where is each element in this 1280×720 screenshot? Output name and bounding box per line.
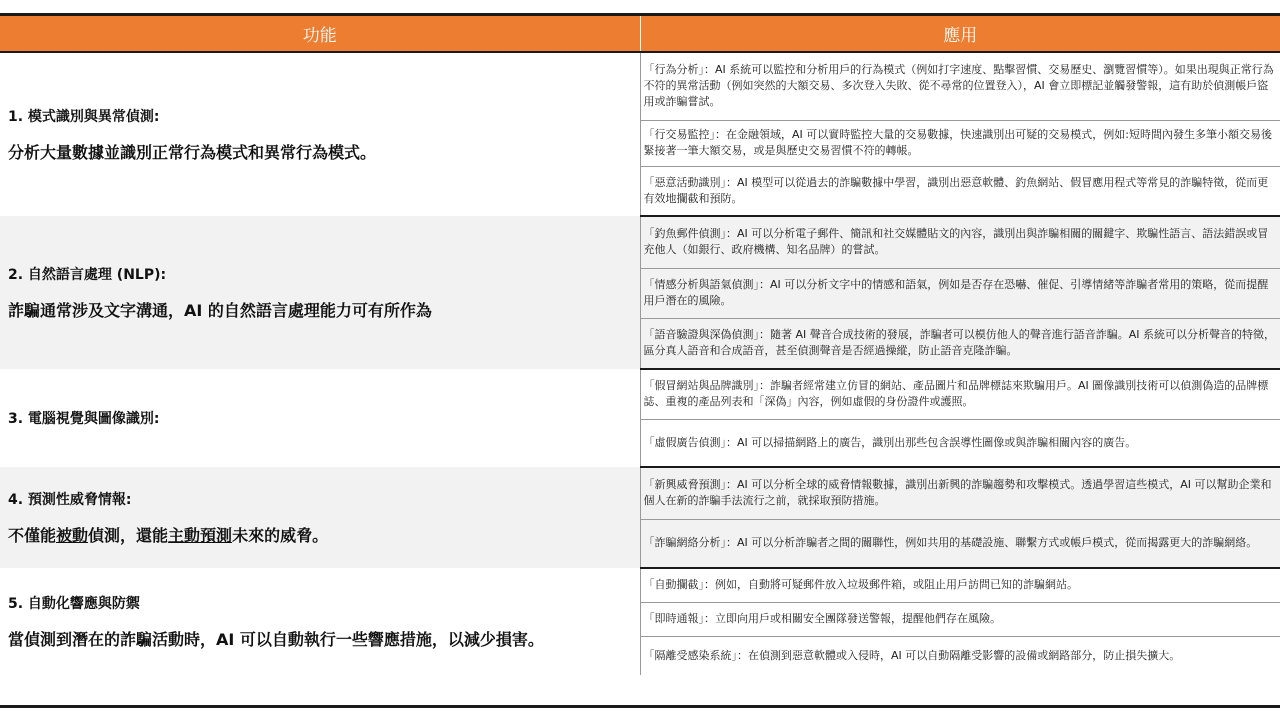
table-row [0,467,1280,519]
application-cell: 「自動攔截」：例如，自動將可疑郵件放入垃圾郵件箱，或阻止用戶訪問已知的詐騙網站。 [640,568,1280,602]
function-title: 1. 模式識別與異常偵測: [8,109,160,125]
function-title: 5. 自動化響應與防禦 [8,596,140,612]
application-cell: 「新興威脅預測」：AI 可以分析全球的威脅情報數據，識別出新興的詐騙趨勢和攻擊模式。透過學習這些模式，AI 可以幫助企業和個人在新的詐騙手法流行之前，就採取預防措施。 [640,467,1280,519]
header-application: 應用 [640,15,1280,53]
function-desc: 不僅能被動偵測，還能主動預測未來的威脅。 [8,526,329,545]
function-desc: 詐騙通常涉及文字溝通，AI 的自然語言處理能力可有所作為 [8,301,432,320]
application-cell: 「惡意活動識別」：AI 模型可以從過去的詐騙數據中學習，識別出惡意軟體、釣魚網站、假冒應用程式等常見的詐騙特徵，從而更有效地攔截和預防。 [640,166,1280,216]
function-cell-1 [0,52,640,216]
application-cell: 「情感分析與語氣偵測」：AI 可以分析文字中的情感和語氣，例如是否存在恐嚇、催促、引導情緒等詐騙者常用的策略，從而提醒用戶潛在的風險。 [640,268,1280,318]
application-cell: 「即時通報」：立即向用戶或相關安全團隊發送警報，提醒他們存在風險。 [640,602,1280,636]
bottom-border [0,705,1280,708]
table-header-row [0,15,1280,53]
table-row [0,568,1280,602]
function-cell-3 [0,369,640,467]
application-cell: 「行為分析」：AI 系統可以監控和分析用戶的行為模式（例如打字速度、點擊習慣、交易歷史、瀏覽習慣等）。如果出現與正常行為不符的異常活動（例如突然的大額交易、多次登入失敗、從不尋常的位置登入），AI 會立即標記並觸發警報，這有助於偵測帳戶盜用或詐騙嘗試。 [640,52,1280,120]
header-function: 功能 [0,15,640,53]
function-title: 2. 自然語言處理 (NLP): [8,267,167,283]
function-cell-5 [0,568,640,675]
top-margin [0,0,1280,12]
application-cell: 「假冒網站與品牌識別」：詐騙者經常建立仿冒的網站、產品圖片和品牌標誌來欺騙用戶。AI 圖像識別技術可以偵測偽造的品牌標誌、重複的產品列表和「深偽」內容，例如虛假的身份證件或護照。 [640,369,1280,419]
function-cell-4 [0,467,640,568]
function-title: 4. 預測性威脅情報: [8,492,132,508]
table-row [0,369,1280,419]
application-cell: 「行交易監控」：在金融領域，AI 可以實時監控大量的交易數據，快速識別出可疑的交易模式，例如:短時間內發生多筆小額交易後緊接著一筆大額交易，或是與歷史交易習慣不符的轉帳。 [640,120,1280,166]
function-title: 3. 電腦視覺與圖像識別: [8,411,160,427]
function-desc: 當偵測到潛在的詐騙活動時，AI 可以自動執行一些響應措施，以減少損害。 [8,630,544,649]
ai-fraud-table [0,13,1280,675]
application-cell: 「隔離受感染系統」：在偵測到惡意軟體或入侵時，AI 可以自動隔離受影響的設備或網路部分，防止損失擴大。 [640,636,1280,675]
table-row [0,52,1280,120]
application-cell: 「詐騙網絡分析」：AI 可以分析詐騙者之間的關聯性，例如共用的基礎設施、聯繫方式或帳戶模式，從而揭露更大的詐騙網絡。 [640,519,1280,568]
function-desc: 分析大量數據並識別正常行為模式和異常行為模式。 [8,143,377,162]
application-cell: 「語音驗證與深偽偵測」：隨著 AI 聲音合成技術的發展，詐騙者可以模仿他人的聲音進行語音詐騙。AI 系統可以分析聲音的特徵，區分真人語音和合成語音，甚至偵測聲音是否經過操縱，防止語音克隆詐騙。 [640,318,1280,369]
function-cell-2 [0,216,640,369]
application-cell: 「虛假廣告偵測」：AI 可以掃描網路上的廣告，識別出那些包含誤導性圖像或與詐騙相關內容的廣告。 [640,419,1280,467]
table-row [0,216,1280,268]
application-cell: 「釣魚郵件偵測」：AI 可以分析電子郵件、簡訊和社交媒體貼文的內容，識別出與詐騙相關的關鍵字、欺騙性語言、語法錯誤或冒充他人（如銀行、政府機構、知名品牌）的嘗試。 [640,216,1280,268]
